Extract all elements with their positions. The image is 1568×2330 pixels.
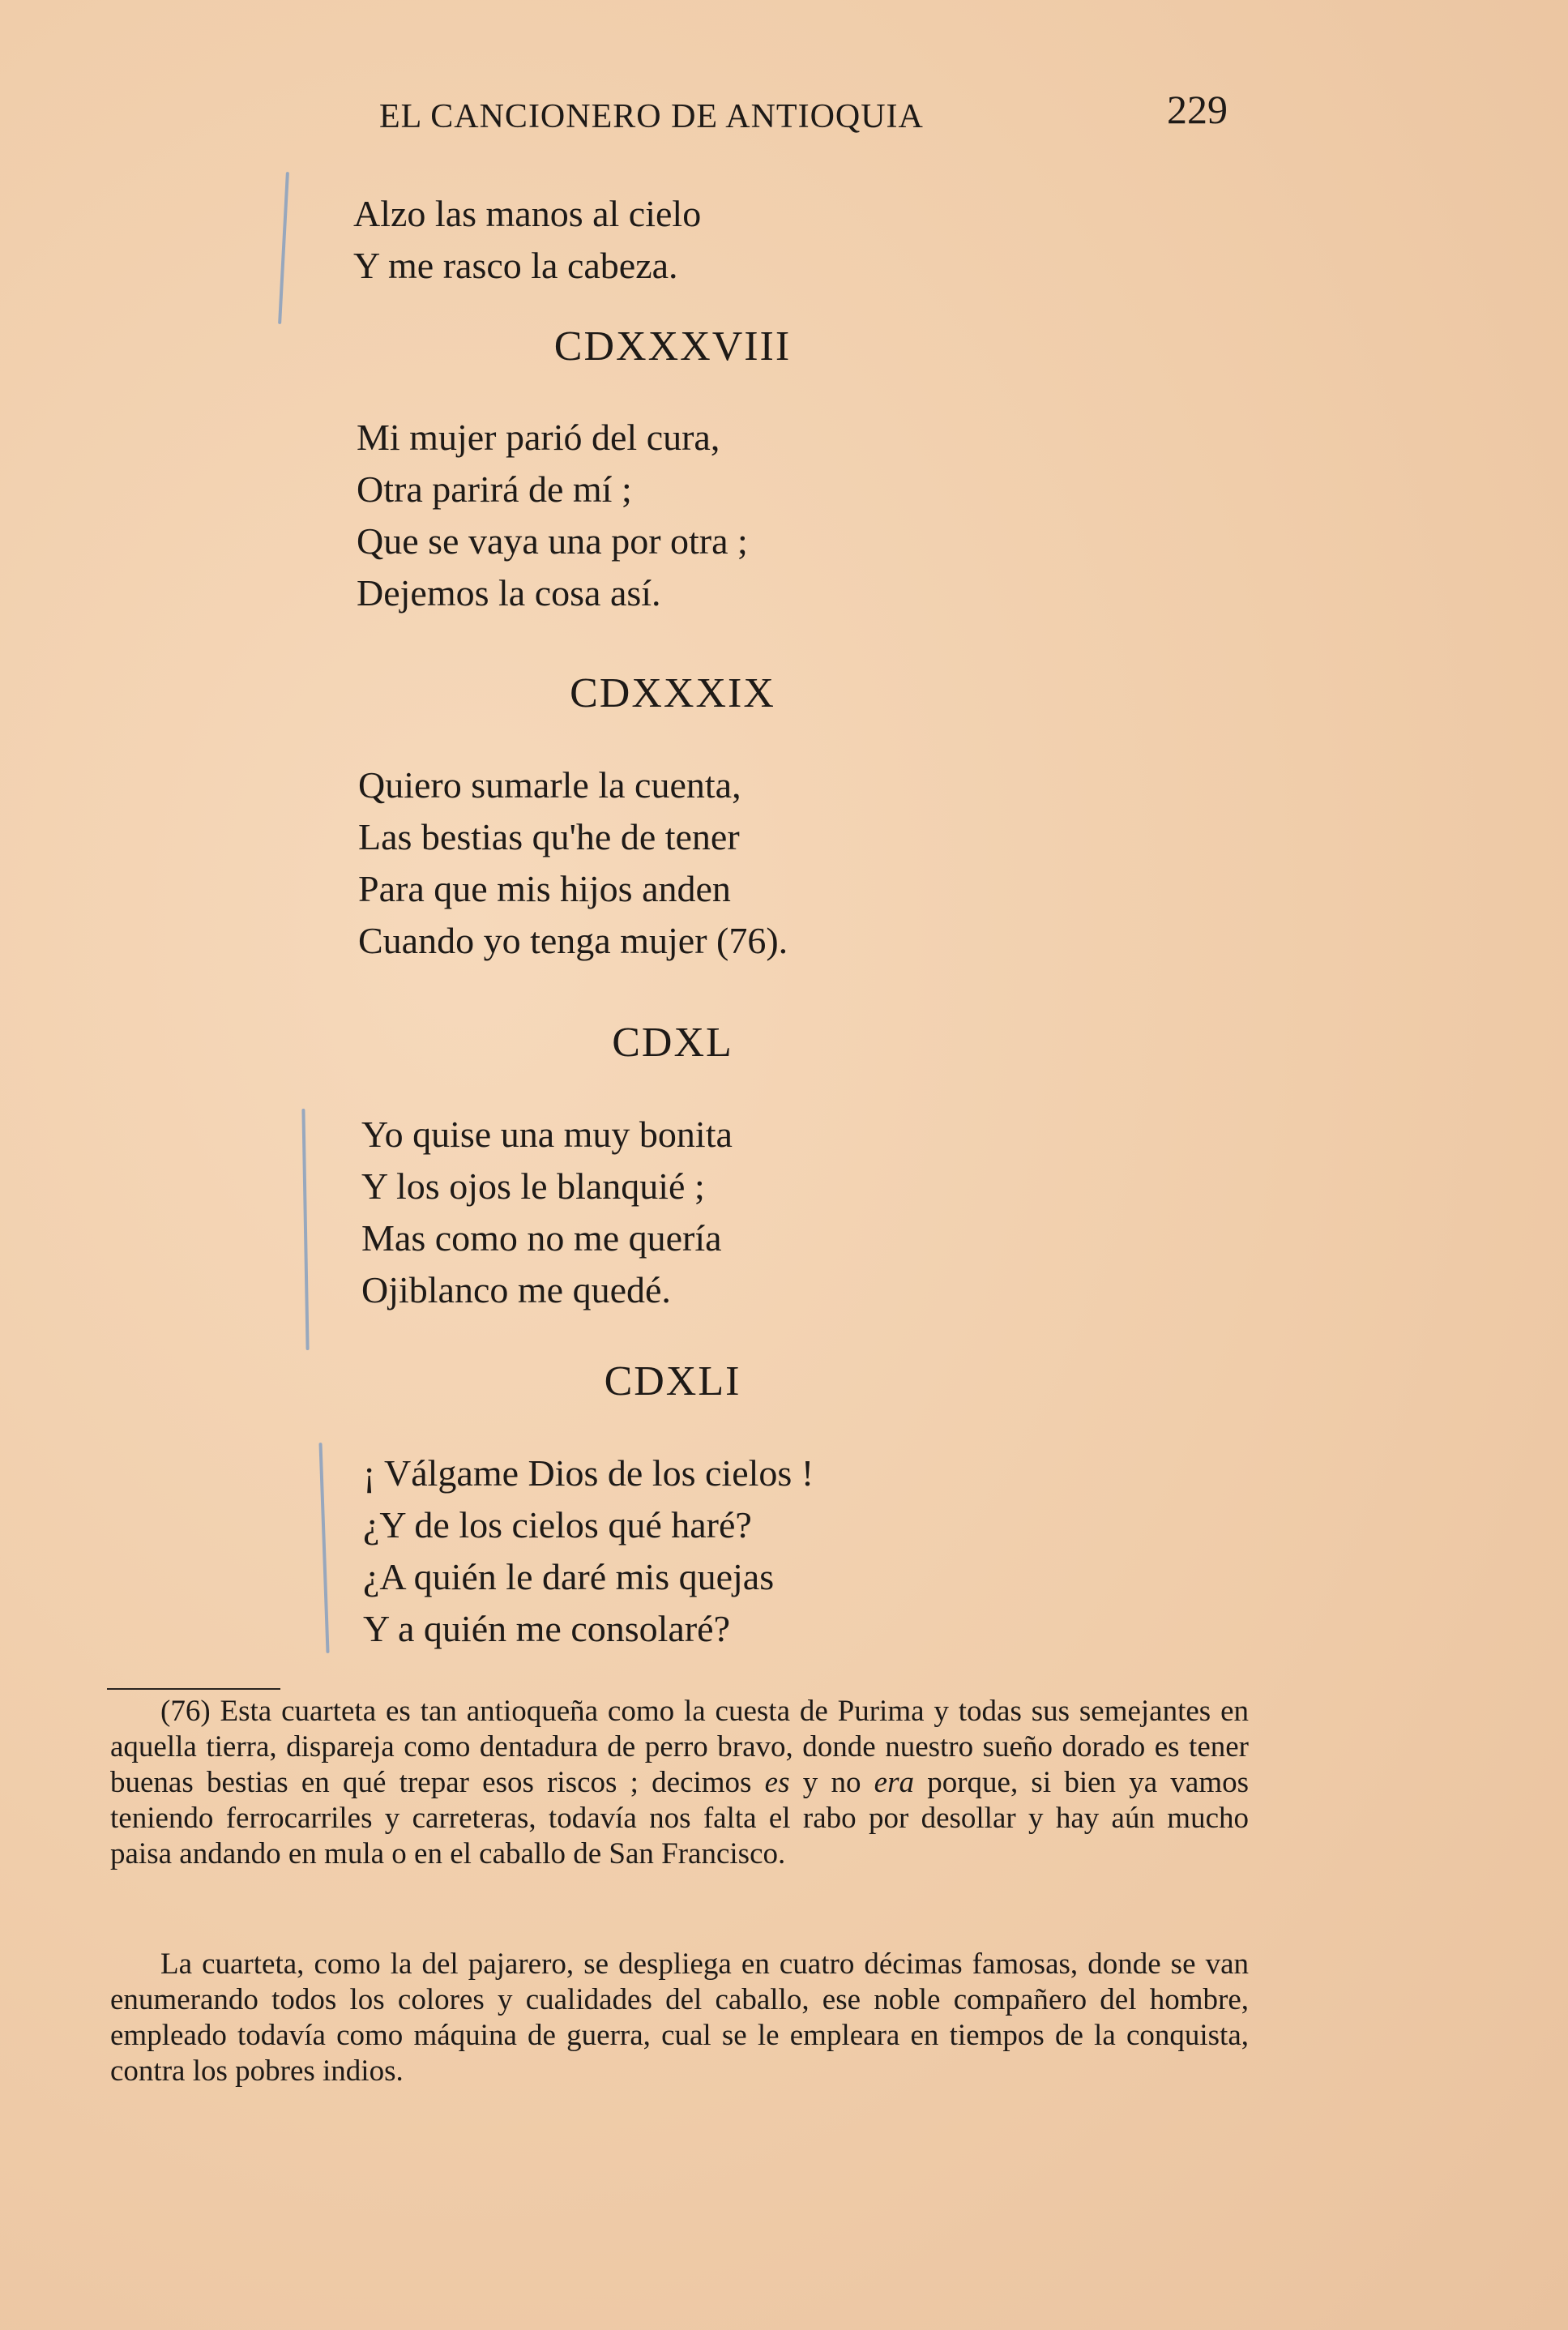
footnote-text: porque, si bien ya vamos teniendo ferrocarriles y carreteras, todavía nos falta el rabo por desollar y hay aún mucho paisa andando en mula o en el caballo de San Francisco. <box>110 1766 1250 1870</box>
pencil-mark <box>318 1443 329 1653</box>
verse-line: Otra parirá de mí ; <box>357 468 632 510</box>
footnote-paragraph: La cuarteta, como la del pajarero, se despliega en cuatro décimas famosas, donde se van enumerando todos los colores y cualidades del caballo, ese noble compañero del hombre, empleado todavía como máquina de guerra, cual se le empleara en tiempos de la conquista, contra los pobres indios. <box>110 1947 1249 2088</box>
verse-line: Las bestias qu'he de tener <box>358 816 740 857</box>
verse-line: Ojiblanco me quedé. <box>361 1269 671 1310</box>
verse-line: Y a quién me consolaré? <box>363 1608 730 1649</box>
footnote-text: y no <box>789 1766 874 1799</box>
stanza-number: CDXL <box>612 1020 733 1066</box>
verse-line: Yo quise una muy bonita <box>361 1114 733 1155</box>
stanza <box>358 759 788 967</box>
verse-line: Dejemos la cosa así. <box>357 572 661 613</box>
stanza-number: CDXLI <box>604 1358 741 1404</box>
verse-line: ¿Y de los cielos qué haré? <box>363 1504 752 1545</box>
footnote-italic: es <box>764 1766 790 1799</box>
verse-line: Quiero sumarle la cuenta, <box>358 764 741 806</box>
verse-line: Mas como no me quería <box>361 1217 722 1259</box>
verse-line: Cuando yo tenga mujer (76). <box>358 920 788 961</box>
stanza <box>361 1109 733 1316</box>
pencil-mark <box>278 172 289 324</box>
opening-lines <box>353 188 701 292</box>
stanza <box>363 1447 814 1655</box>
verse-line: Para que mis hijos anden <box>358 868 731 909</box>
pencil-mark <box>301 1109 309 1350</box>
verse-line: Que se vaya una por otra ; <box>357 520 748 562</box>
stanza <box>357 412 748 619</box>
verse-line: ¡ Válgame Dios de los cielos ! <box>363 1452 814 1494</box>
footnote-text: (76) Esta cuarteta es tan antioqueña como la cuesta de Purima y todas sus semejantes en aquella tierra, dispareja como dentadura de perro bravo, donde nuestro sueño dorado es tener buenas bestias en qué trepar esos riscos ; decimos <box>110 1695 1249 1799</box>
stanza-number: CDXXXVIII <box>553 323 792 370</box>
footnote-italic: era <box>874 1766 914 1799</box>
verse-line: Mi mujer parió del cura, <box>357 417 720 458</box>
footnote-paragraph <box>110 1694 1249 1872</box>
footnote-rule <box>107 1688 280 1690</box>
verse-line: Y me rasco la cabeza. <box>353 245 678 286</box>
verse-line: ¿A quién le daré mis quejas <box>363 1556 775 1597</box>
running-title: EL CANCIONERO DE ANTIOQUIA <box>379 98 924 135</box>
verse-line: Alzo las manos al cielo <box>353 193 702 234</box>
stanza-number: CDXXXIX <box>570 670 775 716</box>
verse-line: Y los ojos le blanquié ; <box>361 1165 705 1207</box>
page-number: 229 <box>1167 87 1228 132</box>
